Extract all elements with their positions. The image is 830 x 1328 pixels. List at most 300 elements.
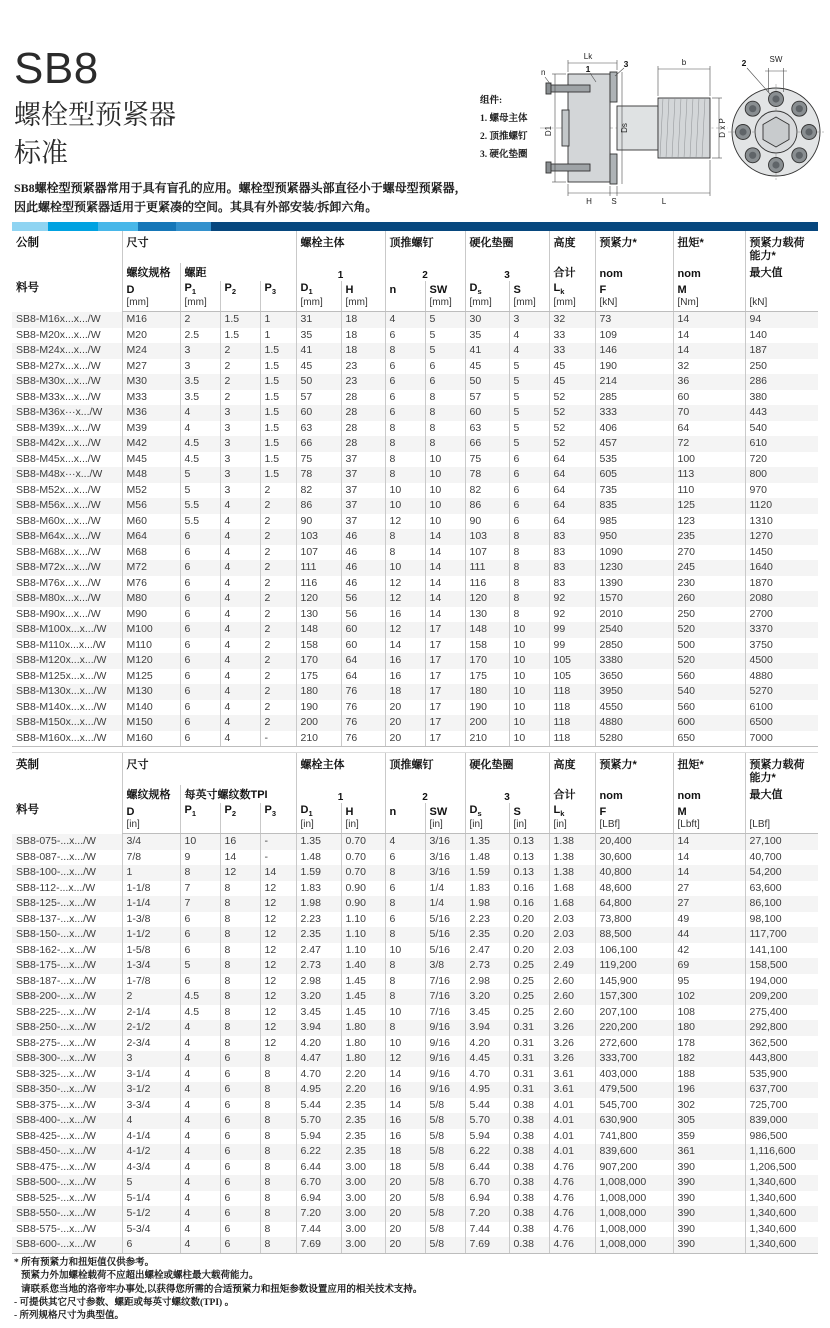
washer-bottom — [610, 154, 617, 184]
value-cell: 45 — [549, 374, 595, 390]
group-header: 扭矩* — [673, 231, 745, 263]
value-cell: 10 — [509, 700, 549, 716]
symbol-header: F — [595, 281, 673, 297]
part-number-cell: SB8-550-...x.../W — [16, 1207, 96, 1220]
value-cell: 1-7/8 — [122, 974, 180, 990]
value-cell: 2 — [260, 498, 296, 514]
value-cell: 37 — [341, 483, 385, 499]
value-cell: 64 — [341, 653, 385, 669]
group-header: 高度 — [549, 753, 595, 785]
value-cell: 0.16 — [509, 881, 549, 897]
unit-header: [mm] — [341, 297, 385, 312]
value-cell: M24 — [122, 343, 180, 359]
value-cell: 6 — [220, 1082, 260, 1098]
washer-top — [610, 72, 617, 102]
value-cell: 8 — [260, 1051, 296, 1067]
group-header: 预紧力* — [595, 231, 673, 263]
value-cell: M20 — [122, 328, 180, 344]
value-cell: 3 — [180, 359, 220, 375]
value-cell: 7000 — [745, 731, 818, 747]
page-subtitle: 螺栓型预紧器 — [14, 100, 176, 131]
value-cell: 4 — [220, 669, 260, 685]
table-row — [12, 653, 818, 669]
value-cell: 8 — [385, 452, 425, 468]
value-cell: 70 — [673, 405, 745, 421]
value-cell: 49 — [673, 912, 745, 928]
part-number-cell: SB8-125-...x.../W — [16, 897, 96, 910]
symbol-header: $D_s$ — [465, 281, 509, 297]
value-cell: 1,008,000 — [595, 1206, 673, 1222]
sub-header: 每英寸螺纹数TPI — [180, 785, 296, 803]
value-cell: 292,800 — [745, 1020, 818, 1036]
value-cell: 0.31 — [509, 1067, 549, 1083]
value-cell: 102 — [673, 989, 745, 1005]
value-cell: 2 — [180, 312, 220, 328]
value-cell: 479,500 — [595, 1082, 673, 1098]
symbol-header: $P_2$ — [220, 803, 260, 819]
value-cell: 75 — [296, 452, 341, 468]
value-cell: 2 — [260, 684, 296, 700]
sub-header: 螺纹规格 — [122, 785, 180, 803]
value-cell: 8 — [260, 1160, 296, 1176]
value-cell: 5 — [425, 343, 465, 359]
symbol-header: F — [595, 803, 673, 819]
value-cell: 1 — [260, 312, 296, 328]
value-cell: 17 — [425, 700, 465, 716]
value-cell: 5.94 — [296, 1129, 341, 1145]
value-cell: 6 — [220, 1144, 260, 1160]
dim-label-s: S — [611, 197, 617, 206]
value-cell: 1.38 — [549, 834, 595, 850]
value-cell: 839,600 — [595, 1144, 673, 1160]
value-cell: 2 — [260, 622, 296, 638]
value-cell: 0.20 — [509, 927, 549, 943]
sub-header: 合计 — [549, 785, 595, 803]
value-cell: 4.01 — [549, 1129, 595, 1145]
value-cell: 18 — [341, 312, 385, 328]
component-ref: 1 — [296, 785, 385, 803]
value-cell: 3.61 — [549, 1067, 595, 1083]
value-cell: 6 — [509, 467, 549, 483]
jackbolt-top-head — [546, 83, 551, 94]
value-cell: 14 — [425, 560, 465, 576]
value-cell: 6 — [220, 1191, 260, 1207]
value-cell: 1.83 — [465, 881, 509, 897]
value-cell: 361 — [673, 1144, 745, 1160]
unit-header: [Lbft] — [673, 819, 745, 834]
value-cell: 535 — [595, 452, 673, 468]
group-header: 硬化垫圈 — [465, 231, 549, 263]
value-cell: 27 — [673, 881, 745, 897]
unit-header: [LBf] — [595, 819, 673, 834]
value-cell: M160 — [122, 731, 180, 747]
value-cell: 540 — [673, 684, 745, 700]
value-cell: 12 — [260, 896, 296, 912]
value-cell: 4 — [220, 576, 260, 592]
value-cell: 3.26 — [549, 1036, 595, 1052]
value-cell: 5 — [180, 467, 220, 483]
value-cell: 4 — [180, 405, 220, 421]
value-cell: 4 — [220, 545, 260, 561]
value-cell: 4-1/4 — [122, 1129, 180, 1145]
value-cell: 40,700 — [745, 850, 818, 866]
value-cell: 3/16 — [425, 834, 465, 850]
value-cell: 103 — [296, 529, 341, 545]
value-cell: 2.60 — [549, 974, 595, 990]
value-cell: 187 — [745, 343, 818, 359]
value-cell: 209,200 — [745, 989, 818, 1005]
part-number-cell: SB8-M110x...x.../W — [16, 638, 106, 651]
value-cell: 6 — [385, 328, 425, 344]
table-row — [12, 545, 818, 561]
jackbolt-bottom-head — [546, 162, 551, 173]
value-cell: 6 — [220, 1051, 260, 1067]
table-row — [12, 1222, 818, 1238]
value-cell: 2.35 — [341, 1144, 385, 1160]
unit-header: [mm] — [180, 297, 220, 312]
value-cell: M110 — [122, 638, 180, 654]
value-cell: 0.25 — [509, 989, 549, 1005]
table-row — [12, 467, 818, 483]
value-cell: 3/16 — [425, 865, 465, 881]
value-cell: 0.38 — [509, 1129, 549, 1145]
value-cell: 8 — [425, 390, 465, 406]
value-cell: 4.76 — [549, 1191, 595, 1207]
imperial-table-holder — [12, 753, 818, 1254]
value-cell: 63 — [296, 421, 341, 437]
value-cell: 735 — [595, 483, 673, 499]
value-cell: 12 — [260, 912, 296, 928]
value-cell: 1.59 — [465, 865, 509, 881]
table-row — [12, 958, 818, 974]
value-cell: 16 — [220, 834, 260, 850]
value-cell: 1.48 — [465, 850, 509, 866]
value-cell: 4.76 — [549, 1175, 595, 1191]
value-cell: 6 — [220, 1160, 260, 1176]
value-cell: 4 — [180, 1160, 220, 1176]
value-cell: 37 — [341, 514, 385, 530]
table-row — [12, 359, 818, 375]
symbol-header: S — [509, 803, 549, 819]
component-ref: 3 — [465, 263, 549, 281]
value-cell: 3650 — [595, 669, 673, 685]
unit-header: [kN] — [745, 297, 818, 312]
value-cell: 7.20 — [465, 1206, 509, 1222]
value-cell: 28 — [341, 390, 385, 406]
unit-header: [mm] — [465, 297, 509, 312]
table-row — [12, 1082, 818, 1098]
symbol-header: $P_1$ — [180, 803, 220, 819]
table-row — [12, 1129, 818, 1145]
unit-header: [mm] — [296, 297, 341, 312]
table-row — [12, 715, 818, 731]
value-cell: 2 — [260, 715, 296, 731]
value-cell: 8 — [260, 1082, 296, 1098]
value-cell: 540 — [745, 421, 818, 437]
value-cell: 8 — [220, 881, 260, 897]
value-cell: 14 — [385, 638, 425, 654]
value-cell: 17 — [425, 622, 465, 638]
value-cell: 545,700 — [595, 1098, 673, 1114]
value-cell: 6 — [220, 1222, 260, 1238]
part-number-cell: SB8-M120x...x.../W — [16, 654, 107, 667]
value-cell: 83 — [549, 576, 595, 592]
value-cell: 0.20 — [509, 943, 549, 959]
value-cell: 5/8 — [425, 1206, 465, 1222]
value-cell: 6 — [509, 483, 549, 499]
value-cell: 6 — [180, 638, 220, 654]
value-cell: 157,300 — [595, 989, 673, 1005]
value-cell: 0.38 — [509, 1175, 549, 1191]
value-cell: 4.76 — [549, 1160, 595, 1176]
value-cell: 9/16 — [425, 1051, 465, 1067]
value-cell: 275,400 — [745, 1005, 818, 1021]
value-cell: 4.5 — [180, 452, 220, 468]
value-cell: M150 — [122, 715, 180, 731]
value-cell: 8 — [509, 545, 549, 561]
value-cell: 3 — [220, 467, 260, 483]
value-cell: 10 — [425, 483, 465, 499]
value-cell: 66 — [296, 436, 341, 452]
value-cell: 10 — [509, 684, 549, 700]
value-cell: 0.20 — [509, 912, 549, 928]
value-cell: 107 — [465, 545, 509, 561]
unit-header — [260, 297, 296, 312]
value-cell: M42 — [122, 436, 180, 452]
symbol-header: H — [341, 803, 385, 819]
part-number-cell: SB8-375-...x.../W — [16, 1098, 96, 1111]
symbol-header: $P_1$ — [180, 281, 220, 297]
table-row — [12, 700, 818, 716]
value-cell: 245 — [673, 560, 745, 576]
value-cell: 90 — [465, 514, 509, 530]
value-cell: 6.22 — [296, 1144, 341, 1160]
value-cell: 10 — [425, 467, 465, 483]
value-cell: 45 — [465, 359, 509, 375]
part-number-cell: SB8-500-...x.../W — [16, 1176, 96, 1189]
value-cell: 3 — [220, 436, 260, 452]
value-cell: 4 — [220, 591, 260, 607]
table-row — [12, 1237, 818, 1253]
value-cell: 250 — [745, 359, 818, 375]
value-cell: 1.5 — [260, 436, 296, 452]
table-row — [12, 1160, 818, 1176]
value-cell: 145,900 — [595, 974, 673, 990]
value-cell: 14 — [425, 607, 465, 623]
value-cell: 1-1/8 — [122, 881, 180, 897]
part-number-header: 料号 — [16, 281, 39, 294]
value-cell: 1120 — [745, 498, 818, 514]
value-cell: 285 — [595, 390, 673, 406]
unit-header — [220, 297, 260, 312]
value-cell: 390 — [673, 1206, 745, 1222]
dim-label-lk: Lk — [583, 52, 593, 61]
value-cell: 605 — [595, 467, 673, 483]
symbol-header: $D_1$ — [296, 803, 341, 819]
value-cell: 76 — [341, 684, 385, 700]
value-cell: 305 — [673, 1113, 745, 1129]
value-cell: 406 — [595, 421, 673, 437]
value-cell: 31 — [296, 312, 341, 328]
value-cell: 8 — [260, 1237, 296, 1253]
value-cell: 17 — [425, 669, 465, 685]
value-cell: 2-1/4 — [122, 1005, 180, 1021]
value-cell: 3-1/2 — [122, 1082, 180, 1098]
part-number-cell: SB8-600-...x.../W — [12, 1237, 122, 1253]
value-cell: 390 — [673, 1222, 745, 1238]
value-cell: 270 — [673, 545, 745, 561]
value-cell: 57 — [465, 390, 509, 406]
value-cell: 3.5 — [180, 374, 220, 390]
value-cell: 2.73 — [296, 958, 341, 974]
value-cell: 12 — [385, 622, 425, 638]
value-cell: 4.47 — [296, 1051, 341, 1067]
value-cell: 46 — [341, 560, 385, 576]
value-cell: 443 — [745, 405, 818, 421]
value-cell: 52 — [549, 390, 595, 406]
value-cell: 6 — [425, 374, 465, 390]
value-cell: 1.45 — [341, 1005, 385, 1021]
value-cell: 5.70 — [465, 1113, 509, 1129]
value-cell: 2.49 — [549, 958, 595, 974]
value-cell: 98,100 — [745, 912, 818, 928]
value-cell: 0.90 — [341, 881, 385, 897]
value-cell: 7/16 — [425, 989, 465, 1005]
value-cell: 8 — [385, 436, 425, 452]
value-cell: 8 — [385, 1020, 425, 1036]
value-cell: 4.76 — [549, 1222, 595, 1238]
value-cell: 2 — [260, 514, 296, 530]
value-cell: 4 — [122, 1113, 180, 1129]
value-cell: 6 — [180, 700, 220, 716]
symbol-header — [745, 803, 818, 819]
table-row — [12, 1113, 818, 1129]
value-cell: 2080 — [745, 591, 818, 607]
value-cell: 560 — [673, 700, 745, 716]
value-cell: 5.70 — [296, 1113, 341, 1129]
value-cell: 5-1/2 — [122, 1206, 180, 1222]
value-cell: 6 — [220, 1237, 260, 1253]
value-cell: 1640 — [745, 560, 818, 576]
value-cell: 3.00 — [341, 1237, 385, 1253]
value-cell: 3.26 — [549, 1051, 595, 1067]
value-cell: 117,700 — [745, 927, 818, 943]
value-cell: 7 — [180, 881, 220, 897]
symbol-header — [745, 281, 818, 297]
dim-label-h: H — [586, 197, 592, 206]
value-cell: 4.20 — [296, 1036, 341, 1052]
value-cell: 44 — [673, 927, 745, 943]
value-cell: 18 — [385, 1160, 425, 1176]
value-cell: 650 — [673, 731, 745, 747]
value-cell: 8 — [385, 896, 425, 912]
value-cell: 3.61 — [549, 1082, 595, 1098]
table-row — [12, 1144, 818, 1160]
value-cell: 4.95 — [296, 1082, 341, 1098]
value-cell: 6.22 — [465, 1144, 509, 1160]
unit-header: [LBf] — [745, 819, 818, 834]
value-cell: 182 — [673, 1051, 745, 1067]
value-cell: 4 — [385, 312, 425, 328]
value-cell: 27 — [673, 896, 745, 912]
value-cell: 1-3/8 — [122, 912, 180, 928]
group-header: 高度 — [549, 231, 595, 263]
value-cell: 120 — [296, 591, 341, 607]
value-cell: 46 — [341, 545, 385, 561]
value-cell: 1 — [122, 865, 180, 881]
value-cell: 1.5 — [260, 390, 296, 406]
value-cell: 1.83 — [296, 881, 341, 897]
value-cell: 50 — [296, 374, 341, 390]
value-cell: 6 — [509, 452, 549, 468]
value-cell: 178 — [673, 1036, 745, 1052]
footnotes — [14, 1257, 804, 1323]
value-cell: 5/8 — [425, 1160, 465, 1176]
part-number-cell: SB8-M36x···x.../W — [16, 406, 103, 419]
value-cell: 2 — [122, 989, 180, 1005]
value-cell: 50 — [465, 374, 509, 390]
value-cell: 8 — [220, 989, 260, 1005]
group-header: 螺栓主体 — [296, 231, 385, 263]
table-row — [12, 912, 818, 928]
accent-segment — [98, 222, 138, 231]
value-cell: 2.73 — [465, 958, 509, 974]
part-number-cell: SB8-M125x...x.../W — [16, 669, 107, 682]
value-cell: 10 — [425, 498, 465, 514]
value-cell: 105 — [549, 653, 595, 669]
symbol-header: M — [673, 281, 745, 297]
group-header: 尺寸 — [122, 753, 296, 785]
value-cell: 35 — [465, 328, 509, 344]
value-cell: 2.35 — [341, 1113, 385, 1129]
callout-1: 1 — [585, 64, 591, 74]
table-row — [12, 1191, 818, 1207]
value-cell: 3.94 — [296, 1020, 341, 1036]
value-cell: 0.25 — [509, 974, 549, 990]
sub-header: 螺距 — [180, 263, 296, 281]
value-cell: 45 — [296, 359, 341, 375]
value-cell: 73 — [595, 312, 673, 328]
value-cell: 14 — [673, 328, 745, 344]
value-cell: 82 — [296, 483, 341, 499]
symbol-header: $P_3$ — [260, 803, 296, 819]
value-cell: 1.80 — [341, 1051, 385, 1067]
value-cell: 390 — [673, 1160, 745, 1176]
value-cell: 78 — [465, 467, 509, 483]
value-cell: 2.03 — [549, 927, 595, 943]
value-cell: 12 — [385, 576, 425, 592]
value-cell: 175 — [296, 669, 341, 685]
value-cell: 8 — [220, 896, 260, 912]
value-cell: 1,008,000 — [595, 1191, 673, 1207]
value-cell: 2.47 — [296, 943, 341, 959]
value-cell: 54,200 — [745, 865, 818, 881]
value-cell: 12 — [385, 1051, 425, 1067]
value-cell: 4 — [220, 638, 260, 654]
value-cell: 0.25 — [509, 958, 549, 974]
value-cell: 1.45 — [341, 989, 385, 1005]
value-cell: 99 — [549, 638, 595, 654]
symbol-header: SW — [425, 803, 465, 819]
value-cell: 16 — [385, 1113, 425, 1129]
value-cell: 8 — [385, 467, 425, 483]
value-cell: 60 — [296, 405, 341, 421]
symbol-header: n — [385, 803, 425, 819]
value-cell: 0.70 — [341, 865, 385, 881]
value-cell: 3.26 — [549, 1020, 595, 1036]
value-cell: 1.5 — [260, 421, 296, 437]
imperial-table-section — [12, 752, 818, 1254]
